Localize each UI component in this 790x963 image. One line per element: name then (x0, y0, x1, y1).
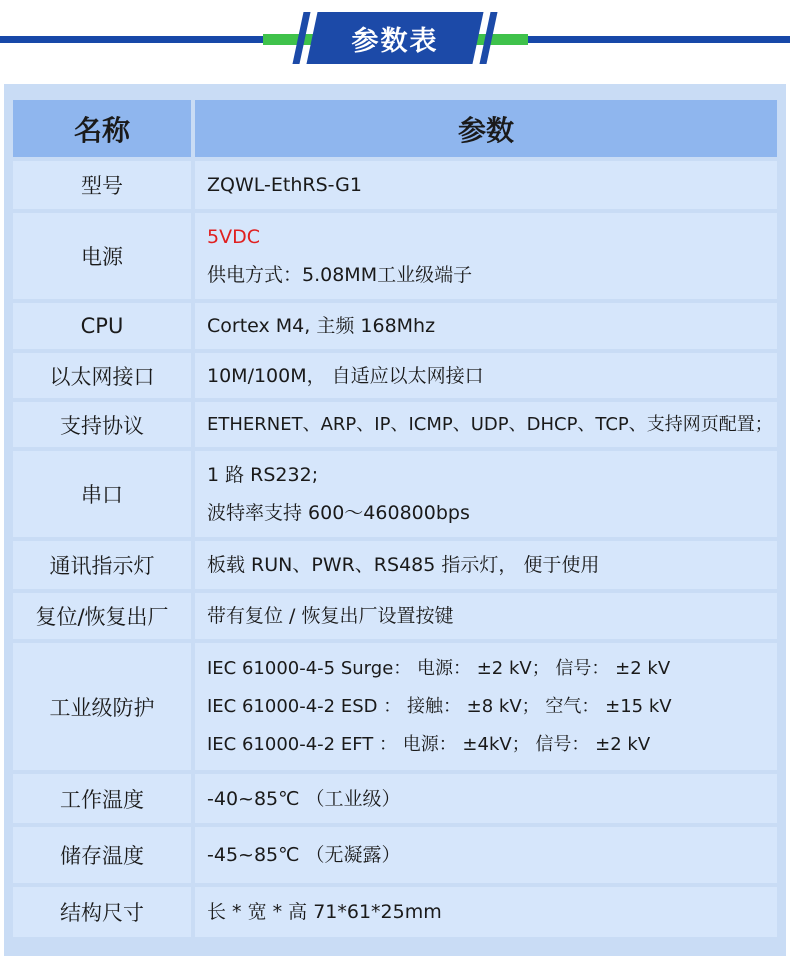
row-name: 通讯指示灯 (13, 541, 195, 589)
row-name: 储存温度 (13, 827, 195, 883)
row-value: IEC 61000-4-2 ESD ： 接触： ±8 kV； 空气： ±15 kV (207, 695, 672, 717)
row-name: 型号 (13, 161, 195, 209)
row-value: 长 * 宽 * 高 71*61*25mm (207, 901, 442, 923)
row-name: 结构尺寸 (13, 887, 195, 937)
row-value: Cortex M4, 主频 168Mhz (207, 315, 436, 337)
column-header-value: 参数 (195, 100, 777, 157)
table-row (13, 774, 777, 823)
row-value: 1 路 RS232; (207, 464, 319, 486)
column-header-name: 名称 (13, 100, 195, 157)
table-row (13, 541, 777, 589)
row-value: ETHERNET、ARP、IP、ICMP、UDP、DHCP、TCP、支持网页配置； (207, 413, 773, 435)
table-row (13, 827, 777, 883)
table-row (13, 213, 777, 299)
row-value: IEC 61000-4-5 Surge： 电源： ±2 kV； 信号： ±2 kV (207, 657, 671, 679)
row-name: 工作温度 (13, 774, 195, 823)
row-value-highlight: 5VDC (207, 226, 260, 248)
row-name: 工业级防护 (13, 643, 195, 770)
row-value: IEC 61000-4-2 EFT ： 电源： ±4kV； 信号： ±2 kV (207, 733, 651, 755)
table-row (13, 451, 777, 537)
header-accent-right (470, 34, 528, 45)
row-name: 电源 (13, 213, 195, 299)
header-rule-left (0, 36, 263, 43)
table-header-row (13, 100, 777, 157)
table-row (13, 887, 777, 937)
params-table (13, 96, 777, 941)
table-row (13, 303, 777, 349)
row-value: 供电方式：5.08MM工业级端子 (207, 264, 473, 286)
row-value: 10M/100M， 自适应以太网接口 (207, 364, 484, 387)
row-value: 板载 RUN、PWR、RS485 指示灯， 便于使用 (207, 554, 600, 576)
table-row (13, 353, 777, 398)
row-value: ZQWL-EthRS-G1 (207, 174, 362, 196)
row-value: 带有复位 / 恢复出厂设置按键 (207, 605, 454, 627)
row-name: 复位/恢复出厂 (13, 593, 195, 639)
row-value: -40~85℃ （工业级） (207, 787, 401, 810)
header-rule-right (528, 36, 790, 43)
row-value: -45~85℃ （无凝露） (207, 844, 401, 866)
table-row (13, 402, 777, 447)
row-name: 串口 (13, 451, 195, 537)
page-title: 参数表 (351, 25, 439, 57)
row-value: 波特率支持 600～460800bps (207, 502, 470, 524)
table-row (13, 161, 777, 209)
row-name: 支持协议 (13, 402, 195, 447)
row-name: CPU (13, 303, 195, 349)
table-row (13, 593, 777, 639)
table-row (13, 643, 777, 770)
row-name: 以太网接口 (13, 353, 195, 398)
